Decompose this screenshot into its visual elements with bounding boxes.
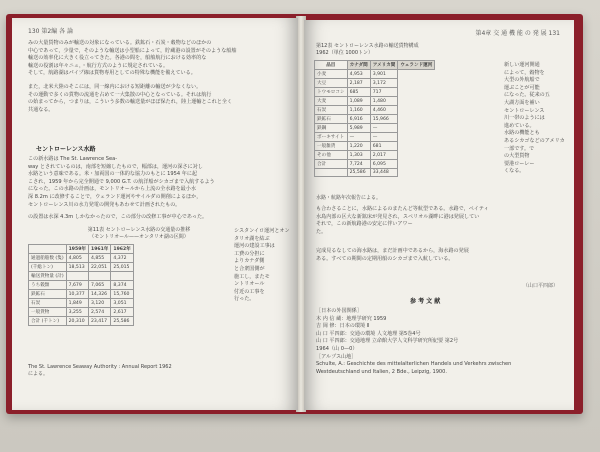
cargo-table-cell: 一般雑貨 <box>315 142 348 151</box>
cargo-table-cell: 33,448 <box>370 169 398 177</box>
traffic-table-header-row <box>29 245 134 254</box>
cargo-table-cell: 3,901 <box>370 70 398 79</box>
cargo-table-header-cell: 品目 <box>315 61 348 70</box>
traffic-table-header-cell <box>29 245 67 254</box>
cargo-table-row <box>315 142 435 151</box>
traffic-table-cell: 合計 (千トン) <box>29 317 67 326</box>
cargo-table-row <box>315 79 435 88</box>
right-table <box>314 60 500 177</box>
cargo-table-cell: 6,095 <box>370 160 398 169</box>
traffic-table-cell: 2,574 <box>89 308 111 317</box>
cargo-table-cell: 717 <box>370 88 398 97</box>
cargo-table-cell: 1,220 <box>347 142 370 151</box>
left-page <box>12 18 298 410</box>
traffic-table-cell: 通過船舶数 (隻) <box>29 254 67 263</box>
traffic-table-cell: 輸送貨物量 (計) <box>29 272 67 281</box>
left-page-header: 130 第2編 各 論 <box>28 28 73 35</box>
traffic-table-row <box>29 272 134 281</box>
traffic-table-cell <box>66 272 88 281</box>
traffic-table-row <box>29 308 134 317</box>
traffic-table-cell: 鉄鉱石 <box>29 290 67 299</box>
cargo-table-cell: ボーキサイト <box>315 133 348 142</box>
traffic-table-cell: 1,849 <box>66 299 88 308</box>
right-para-3: 完成見るなしての海水路は，まだ計画中であるから，海水路の発展 ある。すべての期間の定期用船のシカゴまで入航している。 <box>316 248 469 262</box>
traffic-table-row <box>29 281 134 290</box>
traffic-table-cell: 石炭 <box>29 299 67 308</box>
left-para-4: の設置は水深 4.3m しかなかったので，この部分の改修工事が中心であった。 <box>28 214 208 220</box>
traffic-table-header-cell: 1961年 <box>89 245 111 254</box>
right-table-caption: 第12表 セントローレンス水路の輸送貨物構成 1962（単位 1000トン） <box>316 43 419 56</box>
cargo-table-cell: 685 <box>347 88 370 97</box>
cargo-table-cell: 鉄鋼 <box>315 124 348 133</box>
cargo-table-cell: トウモロコシ <box>315 88 348 97</box>
cargo-table-cell: — <box>370 124 398 133</box>
cargo-table-cell: 6,916 <box>347 115 370 124</box>
cargo-table-cell: 5,989 <box>347 124 370 133</box>
cargo-table-cell: 681 <box>370 142 398 151</box>
traffic-table-cell: 3,120 <box>89 299 111 308</box>
traffic-table-row <box>29 263 134 272</box>
traffic-table-cell: 25,586 <box>111 317 133 326</box>
cargo-table-cell: — <box>347 133 370 142</box>
cargo-table-row <box>315 70 435 79</box>
traffic-table-cell: 4,372 <box>111 254 133 263</box>
cargo-table-cell: 1,089 <box>347 97 370 106</box>
cargo-table-cell: 4,953 <box>347 70 370 79</box>
cargo-table-cell: 1,160 <box>347 106 370 115</box>
traffic-table-row <box>29 299 134 308</box>
left-para-2: また，北米大陸のそこには，同一線内における短距離の輸送が少なくない。 その運動で多くの貨物の流通を占めて一大集散の中心となっている。それは航行 の始まってから，つまりは，こういう多数の輸送量がほぼ保たれ，陸上運輸とこれと全く 共通なる。 <box>28 84 233 113</box>
traffic-table-cell: 7,065 <box>89 281 111 290</box>
traffic-table-header-cell: 1962年 <box>111 245 133 254</box>
cargo-table-cell: 7,724 <box>347 160 370 169</box>
cargo-table-cell: 25,586 <box>347 169 370 177</box>
cargo-table-cell: 4,460 <box>370 106 398 115</box>
right-side-text: 新しい運河開通 によって，穀物を 大型の外航船で 運ぶことが可能 になった。従来の五 大湖方面を補い セントローレンス 川一帯のようには 進めている。 水路の機能とも あるシカゴなどのアメリカ 一部です。で の大型貨物 要港ローレー くなる。 <box>504 62 565 175</box>
cargo-table-cell: 2,017 <box>370 151 398 160</box>
cargo-table-cell: 3,172 <box>370 79 398 88</box>
traffic-table-cell: 4,805 <box>66 254 88 263</box>
cargo-table-cell: 2,187 <box>347 79 370 88</box>
traffic-table-cell: 18,513 <box>66 263 88 272</box>
cargo-table-row <box>315 160 435 169</box>
traffic-table-cell: 25,015 <box>111 263 133 272</box>
left-para-1: みの大量貨物のみが輸送の対象になっている。鉄鉱石・石炭・穀物などのほかの 中心であって，少量で，そのような輸送は小型船によって，貯蔵港の設置がそのような船舶 輸送の効率化に大きく役立ってきた。各港の間を，船舶航行における効率的な 輸送の役割は年々ニュ，・航行方式のように規定されている。 そして，航路湖はパイプ線は貨物専用としての特殊な機能を備えている。 <box>28 40 237 77</box>
traffic-table-row <box>29 317 134 326</box>
right-table-source: 水路・航路年次報告による。 <box>316 195 382 201</box>
cargo-table-header-cell: カナダ間 <box>347 61 370 70</box>
traffic-table-cell: 8,374 <box>111 281 133 290</box>
traffic-table-cell: 22,051 <box>89 263 111 272</box>
cargo-table-row <box>315 169 435 177</box>
traffic-table-cell: 4,855 <box>89 254 111 263</box>
traffic-table-cell: うち穀類 <box>29 281 67 290</box>
left-side-text: シスタンイロ運河とオンタリオ湖を結ぶ 運河の建設工事は 工費の分担に よりカナダ側 と合衆国側が 施工し，またモ ントリオール 付近の工事を 行った。 <box>234 228 290 303</box>
cargo-table-cell: 1,303 <box>347 151 370 160</box>
right-para-2: も合わさることに，水路によるのまたんど等航型である。水路で，ペイティ 水島内部の区大な新鉱床が発見され，スペリオル湖畔に港は発展してい それで，この新航路港の安定に伴いアワー た。 <box>316 206 489 235</box>
traffic-table-cell: 15,760 <box>111 290 133 299</box>
cargo-table-cell: その他 <box>315 151 348 160</box>
traffic-table-cell: 14,326 <box>89 290 111 299</box>
cargo-table-cell: 小麦 <box>315 70 348 79</box>
traffic-table-cell: 2,617 <box>111 308 133 317</box>
cargo-table-header-cell: ウェランド運河 <box>398 61 435 70</box>
right-page-header: 第4章 交 通 機 能 の 発 展 131 <box>475 30 560 37</box>
cargo-table-cell: 石炭 <box>315 106 348 115</box>
cargo-table-cell: 1,480 <box>370 97 398 106</box>
author-credit: （山口平四郎） <box>522 283 558 289</box>
cargo-table-cell: 15,966 <box>370 115 398 124</box>
references-list: ［日本の外国関係］ 木 内 信 蔵：地理学研究 1959 吉 岡 修：日本の環境 Ⅱ 山 口 平四郎：交通の環境 人文地理 第5巻4号 山 口 平四郎：交通地理 立命館大学人文科学研究所紀要 第2号 1964（山 0—0） ［アルプス山地］ Schulte, A.: Geschichte des mittelalterlichen Handels und Verkehrs zwischen Westdeutschland und Italien, 2 Bde., Leipzig, 1900. <box>316 308 512 375</box>
traffic-table-cell: 3,051 <box>111 299 133 308</box>
traffic-table-cell: 20,310 <box>66 317 88 326</box>
cargo-table-cell <box>315 169 348 177</box>
cargo-table-row <box>315 124 435 133</box>
traffic-table <box>28 244 134 326</box>
traffic-table-cell: 10,377 <box>66 290 88 299</box>
left-table-caption: 第11表 セントローレンス水路の交通量の推移 （モントリオール——オンタリオ湖の区間） <box>87 227 191 240</box>
cargo-table-header-cell: アメリカ間 <box>370 61 398 70</box>
cargo-table-header-row <box>315 61 435 70</box>
left-table-source: The St. Lawrence Seaway Authority : Annual Report 1962 による。 <box>28 364 172 377</box>
traffic-table-cell: (千総トン) <box>29 263 67 272</box>
traffic-table-cell: 23,417 <box>89 317 111 326</box>
left-table <box>28 244 228 326</box>
cargo-table-row <box>315 106 435 115</box>
traffic-table-cell: 7,679 <box>66 281 88 290</box>
cargo-table-row <box>315 88 435 97</box>
traffic-table-row <box>29 254 134 263</box>
traffic-table-cell: 一般貨物 <box>29 308 67 317</box>
traffic-table-header-cell: 1959年 <box>66 245 88 254</box>
left-para-3: この新水路は The St. Lawrence Sea- way とされているのは，南部を短縮したもので，幅部は，運河の深さに対し 水路という意味である。米・加両国の一体的な協力のもとに 1954 年に起 こされ，1959 年から完全開通で 9,000 G.T. の航洋船がシカゴまで入航するよう になった。この水路の計画は，モントリオールから上流の全水路を最小水 深 8.2m に改修することで，ウェランド運河やサイルダの開削によるほか， セントローレンス川の水力発電の開発もあわせて計画されたもの。 <box>28 156 215 208</box>
traffic-table-cell <box>111 272 133 281</box>
section-heading: セントローレンス水路 <box>36 146 96 153</box>
cargo-table-row <box>315 97 435 106</box>
cargo-table <box>314 60 435 177</box>
traffic-table-row <box>29 290 134 299</box>
cargo-table-row <box>315 115 435 124</box>
cargo-table-cell: 大麦 <box>315 97 348 106</box>
cargo-table-row <box>315 133 435 142</box>
cargo-table-cell: 合計 <box>315 160 348 169</box>
cargo-table-cell: — <box>370 133 398 142</box>
traffic-table-cell: 3,255 <box>66 308 88 317</box>
traffic-table-cell <box>89 272 111 281</box>
right-page <box>304 20 574 410</box>
cargo-table-cell: 鉄鉱石 <box>315 115 348 124</box>
cargo-table-cell: 大豆 <box>315 79 348 88</box>
references-heading: 参 考 文 献 <box>410 298 441 305</box>
cargo-table-row <box>315 151 435 160</box>
